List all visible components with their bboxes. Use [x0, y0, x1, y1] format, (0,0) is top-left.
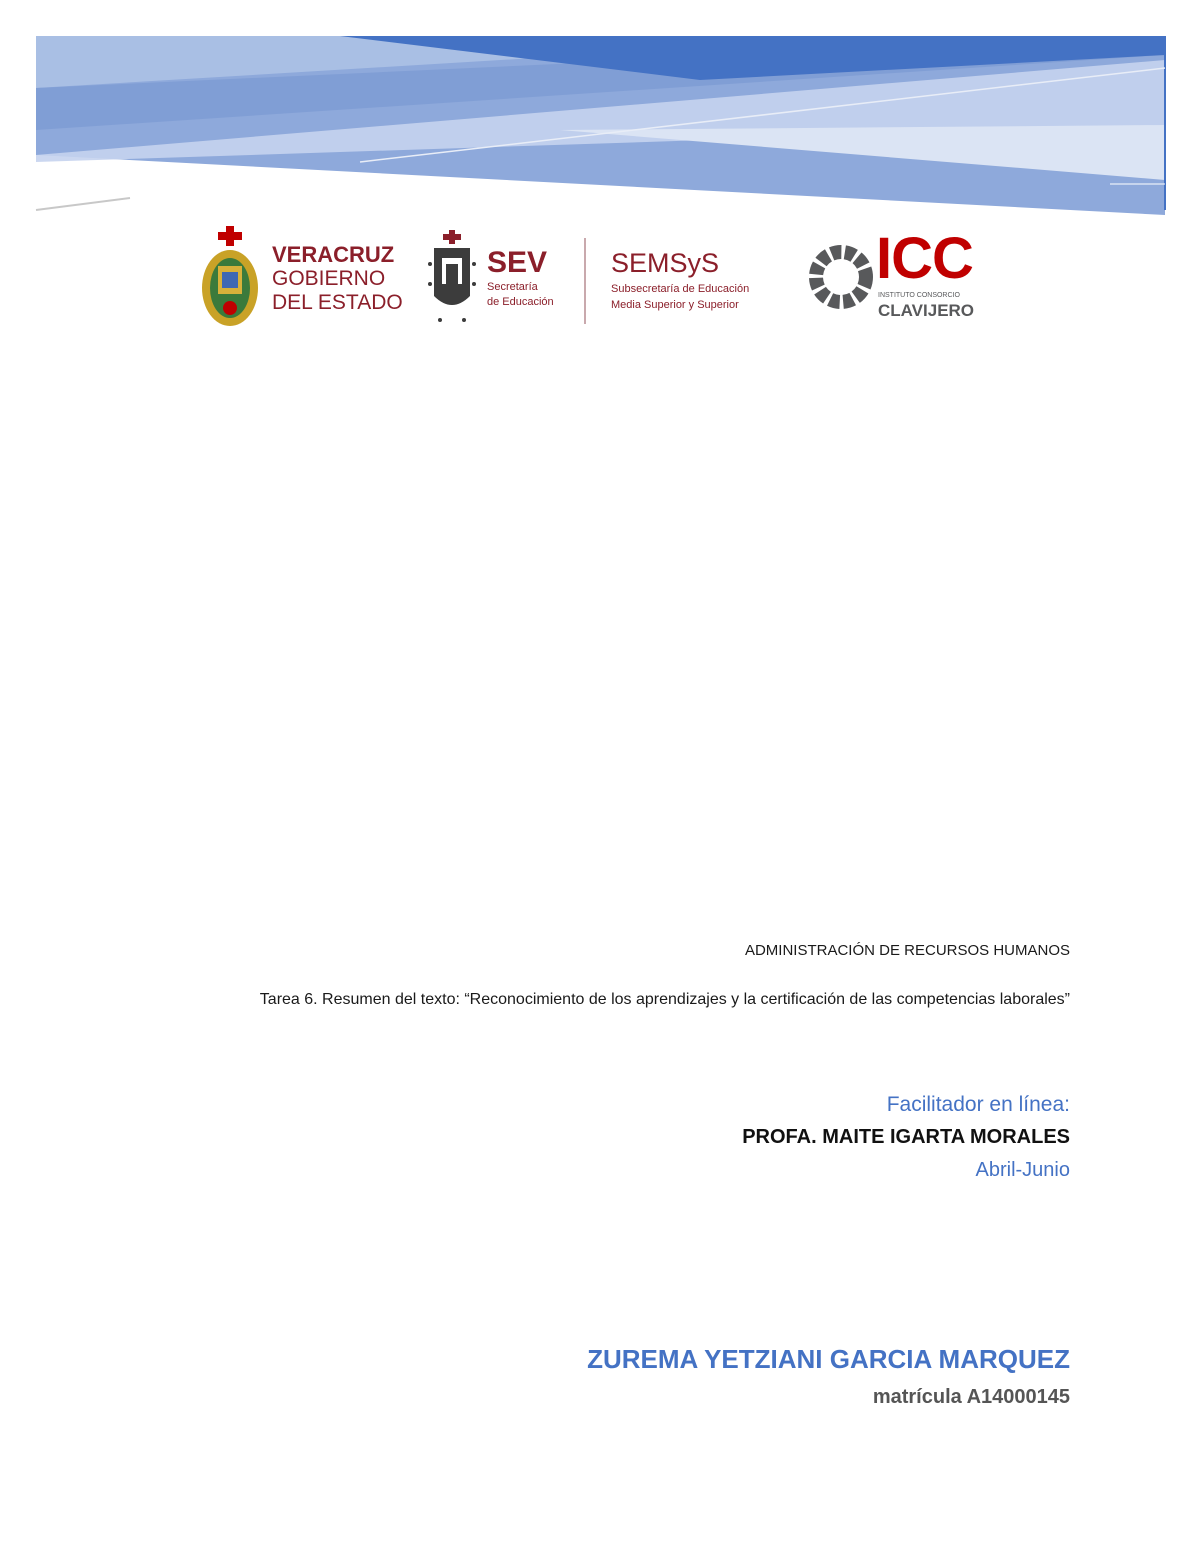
- veracruz-gobierno-text: GOBIERNO: [272, 267, 386, 290]
- sev-acronym: SEV: [487, 246, 548, 279]
- task-title: Tarea 6. Resumen del texto: “Reconocimiento de los aprendizajes y la certificación de las competencias laborales”: [259, 991, 1070, 1008]
- icc-clavijero-text: CLAVIJERO: [878, 301, 975, 320]
- sev-de-educacion-text: de Educación: [487, 296, 554, 308]
- icc-acronym: ICC: [876, 226, 973, 291]
- semsys-media-superior-text: Media Superior y Superior: [611, 299, 739, 311]
- facilitator-label: Facilitador en línea:: [886, 1093, 1070, 1116]
- veracruz-wordmark: VERACRUZ: [272, 242, 395, 267]
- icc-emblem-icon: [808, 232, 874, 322]
- veracruz-del-estado-text: DEL ESTADO: [272, 291, 403, 314]
- header-banner: [0, 0, 1200, 215]
- student-name: ZUREMA YETZIANI GARCIA MARQUEZ: [587, 1344, 1070, 1374]
- veracruz-coat-of-arms-icon: [198, 226, 262, 330]
- logos-row: [0, 222, 1200, 332]
- semsys-acronym: SEMSyS: [611, 248, 720, 278]
- facilitator-name: PROFA. MAITE IGARTA MORALES: [742, 1126, 1070, 1148]
- sev-emblem-icon: [426, 230, 478, 326]
- sev-secretaria-text: Secretaría: [487, 281, 538, 293]
- semsys-subsecretaria-text: Subsecretaría de Educación: [611, 283, 750, 295]
- icc-instituto-text: INSTITUTO CONSORCIO: [878, 292, 960, 299]
- logo-divider: [584, 238, 586, 324]
- period-text: Abril-Junio: [975, 1159, 1070, 1181]
- student-id: matrícula A14000145: [872, 1386, 1070, 1408]
- subject-title: ADMINISTRACIÓN DE RECURSOS HUMANOS: [744, 942, 1070, 959]
